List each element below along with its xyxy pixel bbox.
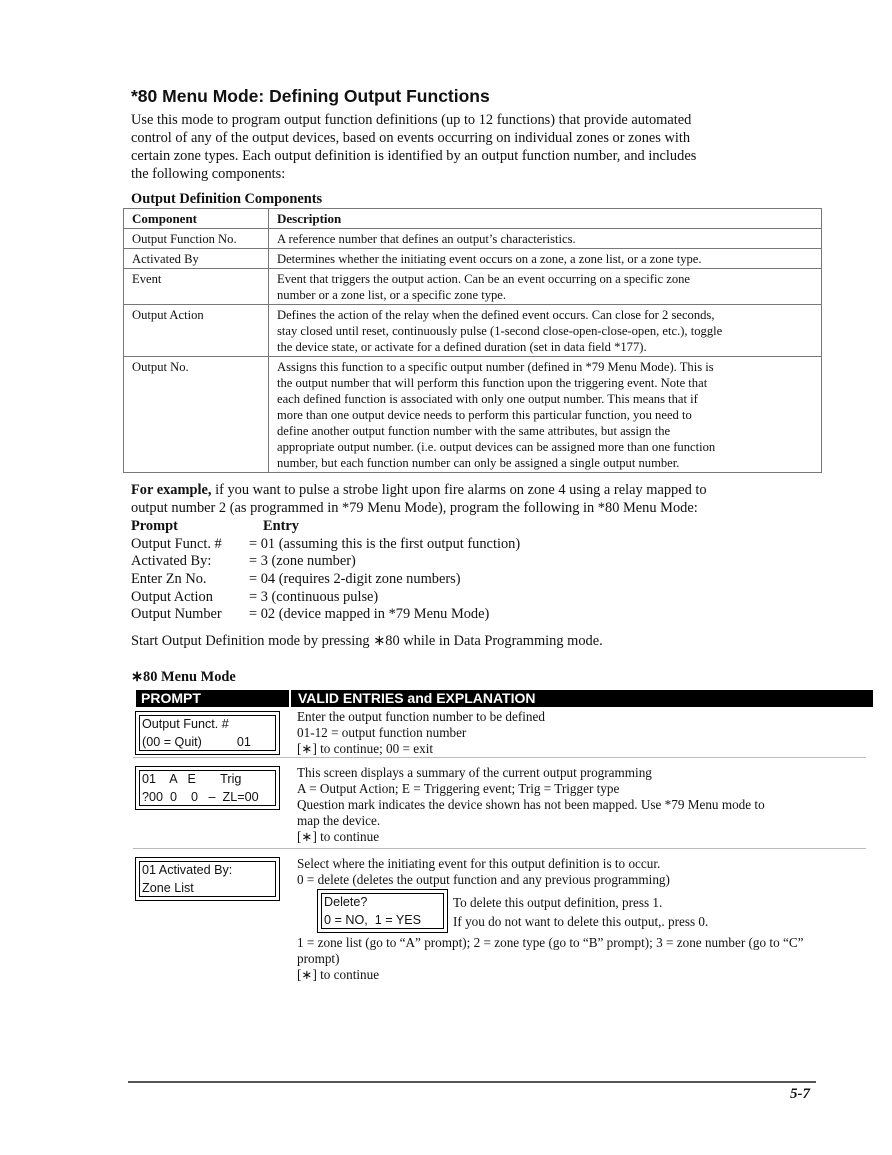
description-line: the output number that will perform this function upon the triggering event. Note that	[277, 376, 708, 390]
prompt-text: Enter Zn No.	[131, 571, 207, 588]
component-cell: Output Function No.	[124, 229, 269, 249]
example-lead: For example,	[131, 482, 212, 498]
description-line: stay closed until reset, continuously pulse (1-second close-open-close-open, etc.), toggle	[277, 324, 723, 338]
prompt-text: Activated By:	[131, 553, 212, 570]
description-cell	[269, 249, 822, 269]
prompt-header: Prompt	[131, 518, 178, 534]
explanation-block	[297, 935, 803, 983]
description-line: Defines the action of the relay when the defined event occurs. Can close for 2 seconds,	[277, 308, 715, 322]
explanation-line: [∗] to continue; 00 = exit	[297, 741, 434, 756]
menu-mode-title: ∗80 Menu Mode	[131, 669, 236, 685]
column-header: Component	[124, 209, 269, 229]
lcd-line: ?00 0 0 – ZL=00	[142, 790, 259, 804]
intro-line: control of any of the output devices, based on events occurring on individual zones or zones with	[131, 130, 691, 146]
description-cell	[269, 269, 822, 305]
lcd-display	[135, 711, 280, 755]
lcd-display	[135, 857, 280, 901]
lcd-line: 01 Activated By:	[142, 863, 233, 877]
explanation-block	[297, 856, 670, 888]
description-line: appropriate output number. (i.e. output devices can be assigned more than one function	[277, 440, 716, 454]
explanation-line: 1 = zone list (go to “A” prompt); 2 = zone type (go to “B” prompt); 3 = zone number (go to “C”	[297, 935, 804, 950]
entry-text: = 01 (assuming this is the first output function)	[249, 535, 521, 552]
prompt-text: Output Funct. #	[131, 535, 222, 552]
lcd-line: Zone List	[142, 881, 194, 895]
intro-line: certain zone types. Each output definition is identified by an output function number, and includes	[131, 148, 697, 164]
example-text: if you want to pulse a strobe light upon fire alarms on zone 4 using a relay mapped to	[211, 482, 707, 498]
explanation-line: prompt)	[297, 951, 340, 966]
prompt-column-header: PROMPT	[136, 690, 289, 707]
description-line: Event that triggers the output action. Can be an event occurring on a specific zone	[277, 272, 690, 286]
components-table	[123, 208, 822, 473]
column-header: Description	[269, 209, 822, 229]
footer-rule	[128, 1081, 816, 1083]
entry-text: = 02 (device mapped in *79 Menu Mode)	[249, 606, 490, 623]
explanation-block	[297, 709, 545, 757]
table-row	[124, 229, 822, 249]
row-divider	[133, 757, 866, 758]
example-paragraph	[131, 481, 707, 517]
lcd-line: Output Funct. #	[142, 717, 229, 731]
table-row	[124, 357, 822, 473]
explanation-line: 0 = delete (deletes the output function and any previous programming)	[297, 872, 670, 887]
explanation-line: This screen displays a summary of the current output programming	[297, 765, 652, 780]
table-row	[124, 305, 822, 357]
entry-header: Entry	[263, 518, 299, 534]
intro-paragraph	[131, 111, 811, 183]
component-cell: Event	[124, 269, 269, 305]
lcd-display	[135, 766, 280, 810]
intro-line: the following components:	[131, 166, 286, 182]
component-cell: Output No.	[124, 357, 269, 473]
explanation-line: Question mark indicates the device shown has not been mapped. Use *79 Menu mode to	[297, 797, 765, 812]
description-line: number, but each function number can only be assigned a single output number.	[277, 456, 680, 470]
description-line: Assigns this function to a specific output number (defined in *79 Menu Mode). This is	[277, 360, 714, 374]
start-instruction: Start Output Definition mode by pressing ∗80 while in Data Programming mode.	[131, 633, 603, 649]
table-row	[124, 269, 822, 305]
description-cell	[269, 229, 822, 249]
description-line: more than one output device needs to perform this particular function, you need to	[277, 408, 692, 422]
description-line: Determines whether the initiating event occurs on a zone, a zone list, or a zone type.	[277, 252, 702, 266]
explanation-column-header: VALID ENTRIES and EXPLANATION	[291, 690, 873, 707]
table-header-row	[124, 209, 822, 229]
delete-note: If you do not want to delete this output,. press 0.	[453, 914, 709, 929]
explanation-line: [∗] to continue	[297, 829, 380, 844]
prompt-text: Output Number	[131, 606, 222, 623]
description-line: A reference number that defines an output’s characteristics.	[277, 232, 576, 246]
delete-note: To delete this output definition, press 1.	[453, 895, 663, 910]
example-line: output number 2 (as programmed in *79 Menu Mode), program the following in *80 Menu Mode:	[131, 500, 698, 516]
explanation-line: 01-12 = output function number	[297, 725, 467, 740]
lcd-line: Delete?	[324, 895, 368, 909]
lcd-line: 01 A E Trig	[142, 772, 242, 786]
description-cell	[269, 305, 822, 357]
explanation-block	[297, 765, 765, 845]
table-row	[124, 249, 822, 269]
explanation-line: map the device.	[297, 813, 381, 828]
explanation-line: [∗] to continue	[297, 967, 380, 982]
explanation-line: Select where the initiating event for this output definition is to occur.	[297, 856, 661, 871]
entry-text: = 3 (continuous pulse)	[249, 588, 379, 605]
lcd-line: (00 = Quit) 01	[142, 735, 251, 749]
description-line: the device state, or activate for a defined duration (set in data field *177).	[277, 340, 647, 354]
lcd-line: 0 = NO, 1 = YES	[324, 913, 422, 927]
entry-text: = 3 (zone number)	[249, 553, 356, 570]
prompt-text: Output Action	[131, 588, 213, 605]
explanation-line: A = Output Action; E = Triggering event; Trig = Trigger type	[297, 781, 620, 796]
component-cell: Activated By	[124, 249, 269, 269]
description-line: each defined function is associated with only one output number. This means that if	[277, 392, 698, 406]
description-line: number or a zone list, or a specific zone type.	[277, 288, 507, 302]
page-number: 5-7	[790, 1086, 810, 1102]
intro-line: Use this mode to program output function definitions (up to 12 functions) that provide automated	[131, 112, 692, 128]
entry-text: = 04 (requires 2-digit zone numbers)	[249, 571, 461, 588]
example-line	[131, 481, 707, 499]
component-cell: Output Action	[124, 305, 269, 357]
explanation-line: Enter the output function number to be defined	[297, 709, 545, 724]
page-title: *80 Menu Mode: Defining Output Functions	[131, 86, 490, 106]
description-cell	[269, 357, 822, 473]
delete-notes	[453, 893, 708, 931]
delete-lcd-display	[317, 889, 448, 933]
row-divider	[133, 848, 866, 849]
components-table-title: Output Definition Components	[131, 191, 323, 207]
description-line: define another output function number with the same attributes, but assign the	[277, 424, 671, 438]
